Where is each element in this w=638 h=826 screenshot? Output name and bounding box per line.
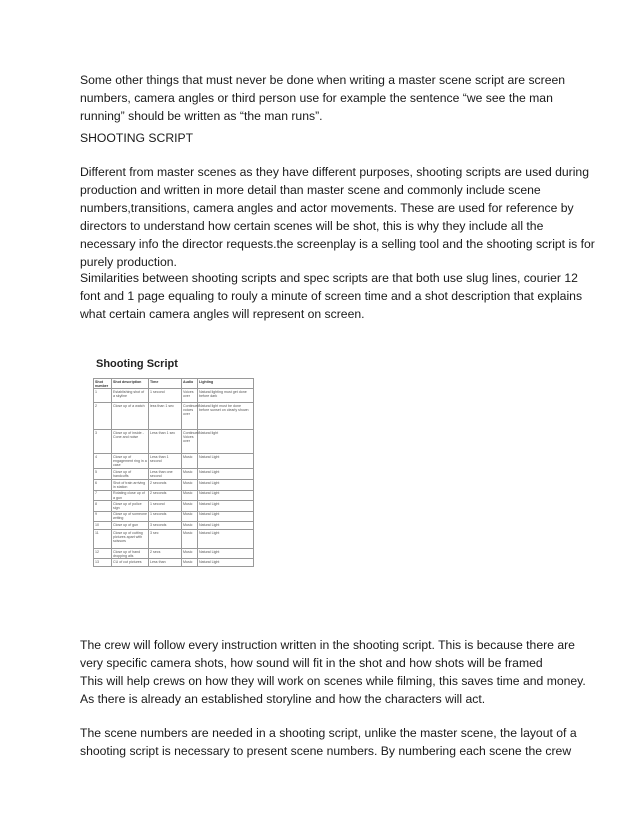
paragraph-scene-numbers [80,724,577,760]
text-line: purely production. [80,255,177,269]
cell: Natural Light [198,511,254,521]
cell: 7 [94,490,112,500]
cell: CU of cut pictures [112,559,149,567]
cell: Music [182,454,198,469]
cell: Natural light must be done before sunset on clearly shown [198,403,254,430]
cell: Music [182,511,198,521]
table-row [94,403,254,430]
cell: Less than 1 sec [149,430,182,454]
cell: 3 seconds [149,522,182,530]
text-line: Some other things that must never be done when writing a master scene script are screen [80,73,566,87]
cell: Continued Voices over [182,430,198,454]
text-line: what certain camera angles will represent on screen. [80,307,365,321]
paragraph-crew-instructions [80,636,586,708]
cell: 3 sec [149,530,182,549]
cell: Close up of engagement ring in a case [113,454,147,468]
text-line: The scene numbers are needed in a shooting script, unlike the master scene, the layout of a [80,726,577,740]
cell: Natural Light [198,454,254,469]
cell: Close up of inside - Cone and noise [112,430,149,454]
cell: 2 seconds [149,480,182,490]
table-row [94,454,254,469]
heading-text: SHOOTING SCRIPT [80,131,194,145]
cell: Natural Light [198,549,254,559]
cell: Less than one second [149,469,182,480]
text-line: font and 1 page equaling to rouly a minute of screen time and a shot description that explains [80,289,583,303]
table-row [94,559,254,567]
cell: Establishing shot of a skyline [112,389,149,403]
cell: Close up of someone writing [113,512,147,521]
cell: Music [182,530,198,549]
cell: Natural Light [198,480,254,490]
cell: 9 [94,511,112,521]
text-line: very specific camera shots, how sound will fit in the shot and how shots will be framed [80,656,543,670]
text-line: The crew will follow every instruction written in the shooting script. This is because there are [80,638,575,652]
cell: Close up of police sign [112,501,149,511]
cell: Less than 1 second [149,454,182,469]
cell: Shot of train arriving in station [112,480,149,490]
cell: Natural light [198,430,254,454]
table-header-row [94,379,254,389]
header-lighting: Lighting [198,379,254,389]
text-line: running” should be written as “the man runs”. [80,109,323,123]
cell: 4 [94,454,112,469]
cell: Close up of a watch [112,403,149,430]
table-row [94,501,254,511]
cell: 2 [94,403,112,430]
text-line: numbers,transitions, camera angles and actor movements. These are used for reference by [80,201,574,215]
table-row [94,490,254,500]
cell: Rotating close up of a gun [112,490,149,500]
cell: Music [182,501,198,511]
text-line: This will help crews on how they will work on scenes while filming, this saves time and money. [80,674,586,688]
cell: Music [182,469,198,480]
cell: 1 second [149,501,182,511]
cell: Music [182,549,198,559]
cell: Natural Light [198,530,254,549]
shooting-script-table [93,378,254,567]
cell: 1 seconds [149,511,182,521]
cell: 6 [94,480,112,490]
table-row [94,430,254,454]
cell: Natural Light [198,522,254,530]
text-line: shooting script is necessary to present scene numbers. By numbering each scene the crew [80,744,572,758]
cell: 13 [94,559,112,567]
cell: Close up of handcuffs [112,469,149,480]
table-row [94,522,254,530]
table-row [94,469,254,480]
section-heading [80,129,560,147]
table-row [94,511,254,521]
figure-title: Shooting Script [96,358,178,370]
cell: 12 [94,549,112,559]
paragraph-shooting-script-definition [80,163,595,271]
header-shot-description: Shot description [112,379,149,389]
header-audio: Audio [182,379,198,389]
cell: 2 secs [149,549,182,559]
table-row [94,530,254,549]
cell: Natural Light [198,501,254,511]
cell: 3 [94,430,112,454]
cell: 8 [94,501,112,511]
text-line: Similarities between shooting scripts and spec scripts are that both use slug lines, courier 12 [80,271,578,285]
cell: Less than [149,559,182,567]
cell: Close up of cutting pictures apart with scissors [112,530,149,549]
cell: Music [182,559,198,567]
cell: less than 1 sec [149,403,182,430]
cell: 1 [94,389,112,403]
cell: Natural Light [198,490,254,500]
table-row [94,549,254,559]
table-row [94,480,254,490]
text-line: directors to understand how certain scenes will be shot, this is why they include all the [80,219,544,233]
header-time: Time [149,379,182,389]
cell: Close up of hand dropping alls [112,549,149,559]
text-line: As there is already an established storyline and how the characters will act. [80,692,486,706]
cell: Natural Light [198,559,254,567]
text-line: necessary info the director requests.the screenplay is a selling tool and the shooting script is for [80,237,595,251]
cell: Close up of gun [112,522,149,530]
cell: 2 seconds [149,490,182,500]
table-row [94,389,254,403]
cell: Natural lighting must get done before dark [198,389,254,403]
cell: 11 [94,530,112,549]
cell: 1 second [149,389,182,403]
text-line: Different from master scenes as they have different purposes, shooting scripts are used during [80,165,589,179]
text-line: numbers, camera angles or third person use for example the sentence “we see the man [80,91,553,105]
paragraph-restrictions [80,71,566,125]
cell: 5 [94,469,112,480]
cell: Music [182,480,198,490]
header-shot-number: Shot number [94,379,112,389]
text-line: production and written in more detail than master scene and commonly include scene [80,183,541,197]
paragraph-similarities [80,269,583,323]
cell: Natural Light [198,469,254,480]
cell: Music [182,490,198,500]
cell: Continued voices over [182,403,198,430]
shooting-script-figure [93,354,253,612]
cell: Music [182,522,198,530]
cell: Voices over [182,389,198,403]
cell: 10 [94,522,112,530]
